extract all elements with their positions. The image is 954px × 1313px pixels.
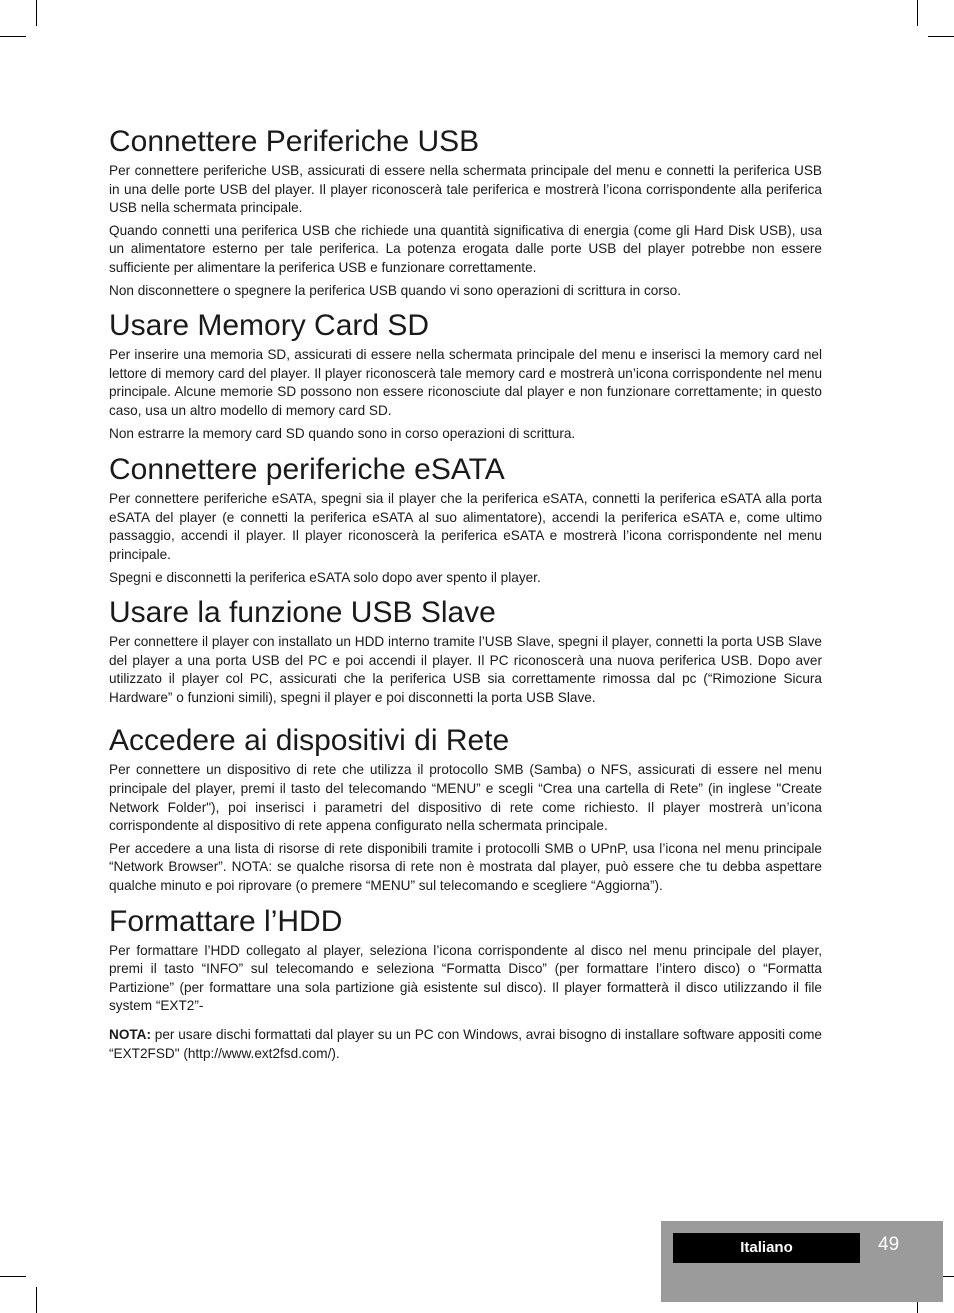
paragraph: Per accedere a una lista di risorse di rete disponibili tramite i protocolli SMB o UPnP, usa l’icona nel menu principale “Network Browser”. NOTA: se qualche risorsa di rete non è mostrata dal player, può essere che tu debba aspettare qualche minuto e poi riprovare (o premere “MENU” sul telecomando e scegliere “Aggiorna”). <box>109 840 822 894</box>
note-paragraph <box>109 1026 822 1063</box>
language-label: Italiano <box>673 1233 860 1263</box>
page-content <box>109 124 822 1071</box>
section-title: Formattare l’HDD <box>109 904 343 938</box>
section-usb-slave <box>109 595 822 707</box>
paragraph: Per connettere il player con installato un HDD interno tramite l’USB Slave, spegni il player, connetti la porta USB Slave del player a una porta USB del PC e poi accendi il player. Il PC riconoscerà una nuova periferica USB. Dopo aver utilizzato il player col PC, assicurati che la periferica USB sia correttamente rimossa dal pc (“Rimozione Sicura Hardware” o funzioni simili), spegni il player e poi disconnetti la porta USB Slave. <box>109 634 822 705</box>
crop-mark <box>0 36 26 37</box>
paragraph: Per formattare l’HDD collegato al player, seleziona l’icona corrispondente al disco nel menu principale del player, premi il tasto “INFO” sul telecomando e seleziona “Formatta Disco” (per formattare l’intero disco) o “Formatta Partizione” (per formattare una sola partizione già esistente sul disco). Il player formatterà il disco utilizzando il file system “EXT2”- <box>109 942 822 1014</box>
section-network <box>109 723 822 895</box>
crop-mark <box>0 1276 26 1277</box>
paragraph: Per connettere periferiche USB, assicurati di essere nella schermata principale del menu e connetti la periferica USB in una delle porte USB del player. Il player riconoscerà tale periferica e mostrerà l’icona corrispondente alla periferica USB nella schermata principale. <box>109 163 822 216</box>
paragraph: Per connettere periferiche eSATA, spegni sia il player che la periferica eSATA, connetti la periferica eSATA alla porta eSATA del player (e connetti la periferica eSATA al suo alimentatore), accendi la periferica eSATA e, come ultimo passaggio, accendi il player. Il player riconoscerà la periferica eSATA e mostrerà l’icona corrispondente nel menu principale. <box>109 491 822 562</box>
paragraph: Per connettere un dispositivo di rete che utilizza il protocollo SMB (Samba) o NFS, assicurati di essere nel menu principale del player, premi il tasto del telecomando “MENU” e scegli “Crea una cartella di Rete” (in inglese "Create Network Folder"), poi inserisci i parametri del dispositivo di rete come richiesto. Il player mostrerà un’icona corrispondente al dispositivo di rete appena configurato nella schermata principale. <box>109 762 822 834</box>
crop-mark <box>917 0 918 26</box>
paragraph: Spegni e disconnetti la periferica eSATA solo dopo aver spento il player. <box>109 569 541 585</box>
crop-mark <box>36 0 37 26</box>
section-title: Connettere periferiche eSATA <box>109 453 505 487</box>
note-text: per usare dischi formattati dal player su un PC con Windows, avrai bisogno di installare software appositi come “EXT2FSD" (http://www.ext2fsd.com/). <box>109 1027 822 1061</box>
crop-mark <box>36 1287 37 1313</box>
section-esata <box>109 452 822 587</box>
paragraph: Quando connetti una periferica USB che richiede una quantità significativa di energia (come gli Hard Disk USB), usa un alimentatore esterno per tale periferica. La potenza erogata dalle porte USB del player potrebbe non essere sufficiente per alimentare la periferica USB e funzionare correttamente. <box>109 222 822 275</box>
paragraph: Non estrarre la memory card SD quando sono in corso operazioni di scrittura. <box>109 425 576 441</box>
section-title: Connettere Periferiche USB <box>109 125 480 158</box>
section-usb <box>109 124 822 300</box>
note-label: NOTA: <box>109 1027 152 1042</box>
paragraph: Non disconnettere o spegnere la periferica USB quando vi sono operazioni di scrittura in corso. <box>109 282 682 298</box>
section-sd-card <box>109 308 822 443</box>
page-number: 49 <box>878 1234 900 1255</box>
section-format-hdd <box>109 904 822 1064</box>
paragraph: Per inserire una memoria SD, assicurati di essere nella schermata principale del menu e inserisci la memory card nel lettore di memory card del player. Il player riconoscerà tale memory card e mostrerà un’icona corrispondente nel menu principale. Alcune memorie SD possono non essere riconosciute dal player e non funzionare correttamente; in questo caso, usa un altro modello di memory card SD. <box>109 347 822 418</box>
section-title: Usare la funzione USB Slave <box>109 596 496 630</box>
section-title: Accedere ai dispositivi di Rete <box>109 724 510 758</box>
section-title: Usare Memory Card SD <box>109 309 430 343</box>
crop-mark <box>928 36 954 37</box>
